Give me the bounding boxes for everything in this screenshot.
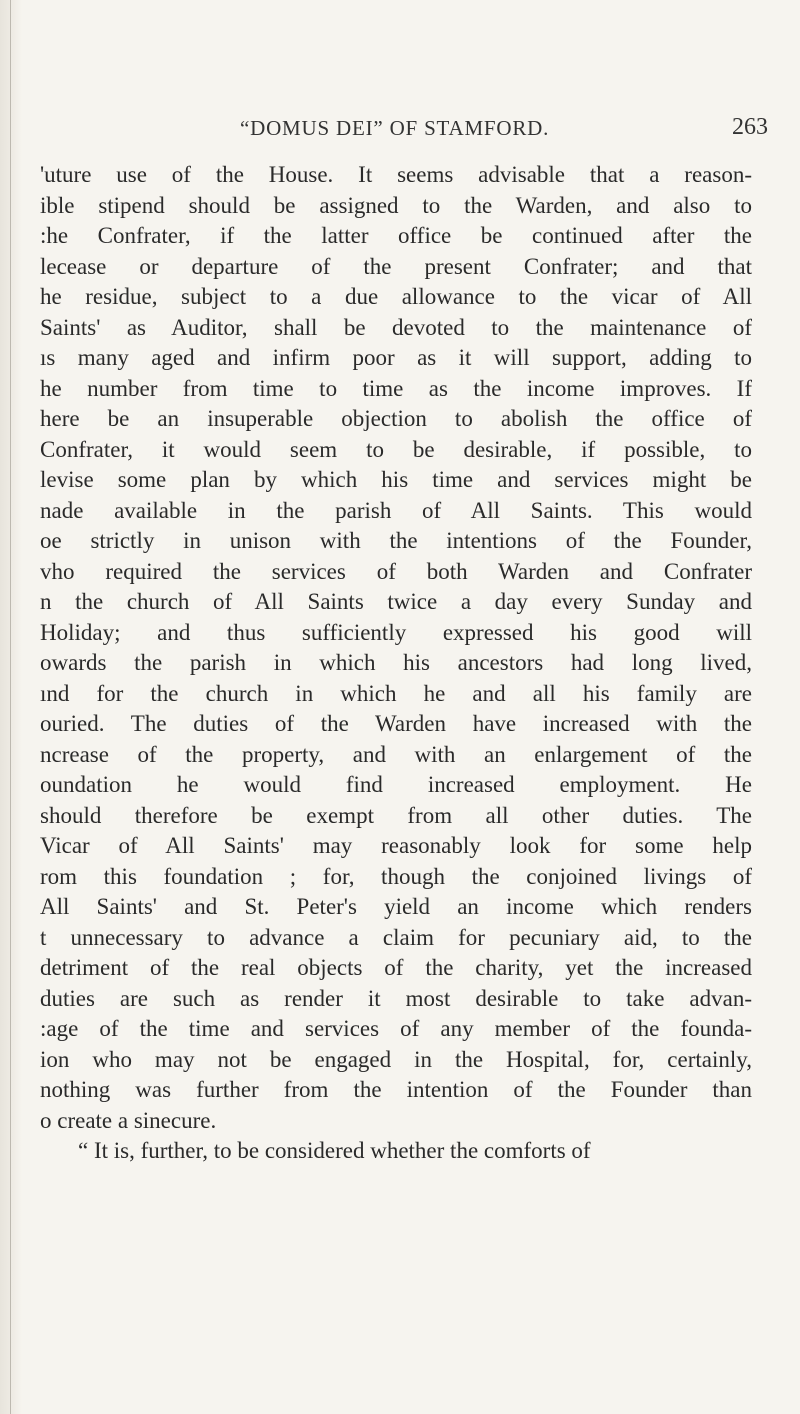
text-line: n the church of All Saints twice a day every Sunday and — [40, 589, 752, 614]
text-line: vho required the services of both Warden and Confrater — [40, 558, 752, 584]
text-line: Holiday; and thus sufficiently expressed his good will — [40, 619, 752, 645]
text-line: rom this foundation ; for, though the conjoined livings of — [40, 863, 752, 889]
text-line: :age of the time and services of any member of the founda- — [40, 1016, 752, 1041]
text-line: ıs many aged and infirm poor as it will support, adding to — [40, 345, 752, 370]
text-line: Confrater, it would seem to be desirable, if possible, to — [40, 436, 752, 462]
text-line: detriment of the real objects of the charity, yet the increased — [40, 955, 752, 980]
text-line: he residue, subject to a due allowance to the vicar of All — [40, 284, 752, 309]
text-line: owards the parish in which his ancestors had long lived, — [40, 650, 752, 675]
text-line: ınd for the church in which he and all his family are — [40, 680, 752, 706]
text-line: :he Confrater, if the latter office be continued after the — [40, 223, 752, 248]
running-head — [0, 116, 800, 146]
text-line: should therefore be exempt from all other duties. The — [40, 802, 752, 828]
text-line: lecease or departure of the present Confrater; and that — [40, 253, 752, 279]
text-line: duties are such as render it most desirable to take advan- — [40, 985, 752, 1011]
binding-edge — [10, 0, 11, 1414]
text-line: oe strictly in unison with the intentions of the Founder, — [40, 528, 752, 553]
text-line: Saints' as Auditor, shall be devoted to the maintenance of — [40, 314, 752, 340]
text-line: t unnecessary to advance a claim for pecuniary aid, to the — [40, 924, 752, 950]
text-line: nothing was further from the intention of the Founder than — [40, 1077, 752, 1102]
text-line: Vicar of All Saints' may reasonably look for some help — [40, 833, 752, 858]
running-title: “DOMUS DEI” OF STAMFORD. — [240, 116, 550, 140]
page-number: 263 — [732, 114, 768, 140]
text-line: nade available in the parish of All Saints. This would — [40, 497, 752, 523]
paragraph-start-line: “ It is, further, to be considered whether the comforts of — [78, 1138, 591, 1163]
text-line: here be an insuperable objection to abolish the office of — [40, 406, 752, 431]
text-line: he number from time to time as the income improves. If — [40, 375, 752, 401]
text-line: ouried. The duties of the Warden have increased with the — [40, 711, 752, 736]
text-line: 'uture use of the House. It seems advisable that a reason- — [40, 162, 752, 187]
text-line: ion who may not be engaged in the Hospital, for, certainly, — [40, 1046, 752, 1072]
text-line: oundation he would find increased employment. He — [40, 772, 752, 797]
text-line: ible stipend should be assigned to the Warden, and also to — [40, 192, 752, 218]
text-line: All Saints' and St. Peter's yield an income which renders — [40, 894, 752, 919]
paragraph-end-line: o create a sinecure. — [40, 1107, 217, 1133]
text-line: levise some plan by which his time and services might be — [40, 467, 752, 492]
page-gutter — [0, 0, 22, 1414]
text-line: ncrease of the property, and with an enlargement of the — [40, 741, 752, 767]
body-text — [40, 160, 752, 1167]
